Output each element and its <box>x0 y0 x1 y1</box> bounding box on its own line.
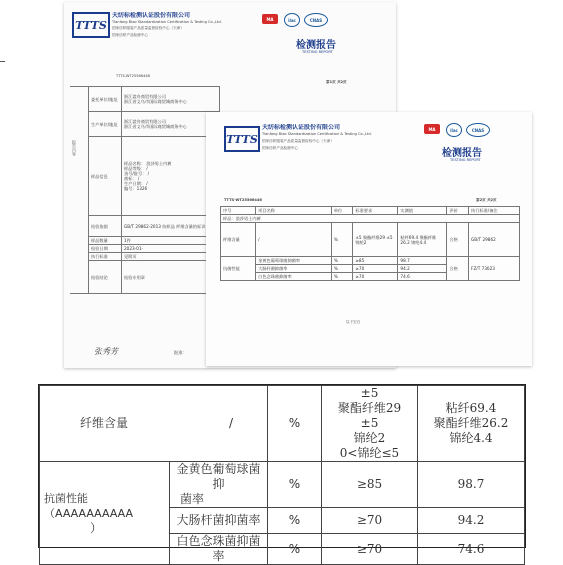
cell: ≥70 <box>353 265 398 273</box>
report-number: TTTS-WT25566446 <box>116 74 150 78</box>
cnas-mark-icon: CNAS <box>466 123 490 137</box>
report-info-table <box>70 86 220 294</box>
qty-value: 1件 <box>122 237 220 245</box>
staph-unit: % <box>268 462 322 508</box>
cell: / <box>256 223 332 257</box>
date-value: 2023-01- <box>122 245 220 253</box>
measured-line: 聚酯纤维26.2 <box>433 416 509 430</box>
cell: 抗菌性能 <box>221 257 256 281</box>
report-number: TTTS-WT25566446 <box>224 198 262 202</box>
page-indicator: 第1页 共2页 <box>326 80 347 84</box>
antibacterial-label <box>40 462 170 565</box>
cell: 纤维含量 <box>221 223 256 257</box>
org-name-cn: 天纺标检测认证股份有限公司 <box>262 124 341 131</box>
sample-brand: 商标： / <box>124 176 140 181</box>
label-conclusion: 检验结论 <box>89 261 122 294</box>
cell: 94.2 <box>398 265 447 273</box>
producer-cell <box>122 112 220 137</box>
cell: % <box>331 257 353 265</box>
standard-value: 见附页 <box>122 253 220 261</box>
antibacterial-label-line: ） <box>90 520 103 535</box>
col-no: 序号 <box>221 207 256 215</box>
measured-line: 锦纶4.4 <box>449 431 493 445</box>
cell: % <box>331 273 353 281</box>
org-name-cn: 天纺标检测认证股份有限公司 <box>112 12 191 19</box>
basis-value: GB/T 29862-2013 纺织品 纤维含量的标识 <box>122 216 220 237</box>
page-indicator: 第2页 共2页 <box>476 198 497 202</box>
cell: 98.7 <box>398 257 447 265</box>
report-title-en: TESTING REPORT <box>302 50 333 54</box>
col-value: 实测值 <box>398 207 447 215</box>
report-title-en: TESTING REPORT <box>450 158 481 162</box>
cell: ±5 聚酯纤维29 ±5 锦纶2 <box>353 223 398 257</box>
sample-name: 样品名称： 浪莎男士内裤 <box>124 161 172 166</box>
staph-item <box>170 462 268 508</box>
fiber-content-label: 纤维含量 <box>80 416 129 430</box>
center-name-2: 国家纺织产品检测中心 <box>262 146 298 150</box>
fiber-requirement <box>322 386 418 462</box>
sample-grade: 样品等级： / <box>124 166 148 171</box>
staph-requirement: ≥85 <box>322 462 418 508</box>
cell: % <box>331 223 353 257</box>
req-line: 锦纶2 <box>353 431 386 445</box>
ecoli-unit: % <box>268 508 322 534</box>
ilac-mark-icon: ilac <box>284 13 300 27</box>
ecoli-item: 大肠杆菌抑菌率 <box>170 508 268 534</box>
cell: ≥85 <box>353 257 398 265</box>
staph-item-line: 菌率 <box>180 492 205 506</box>
label-basis: 检验依据 <box>89 216 122 237</box>
fiber-measured <box>418 386 525 462</box>
candida-unit: % <box>268 534 322 565</box>
ilac-mark-icon: ilac <box>446 123 462 137</box>
fiber-unit: % <box>268 386 322 462</box>
center-name-1: 国家纺织服装产品质量监督检验中心（天津） <box>112 26 184 30</box>
cell: 合格 <box>447 223 469 257</box>
zoomed-table <box>39 385 525 565</box>
staph-measured: 98.7 <box>418 462 525 508</box>
org-name-en: Tianfang Biao Standardization Certification & Testing Co.,Ltd. <box>262 132 372 136</box>
ma-mark-icon: MA <box>262 14 278 24</box>
col-req: 标准要求 <box>353 207 398 215</box>
producer-addr-text: 浙江省义乌市国际商贸城商务中心 <box>124 124 187 129</box>
label-qty: 样品数量 <box>89 237 122 245</box>
staph-item-line: 金黄色葡萄球菌抑 <box>176 462 261 491</box>
candida-item: 白色念珠菌抑菌率 <box>170 534 268 565</box>
ecoli-requirement: ≥70 <box>322 508 418 534</box>
label-standard: 执行标准 <box>89 253 122 261</box>
ecoli-measured: 94.2 <box>418 508 525 534</box>
sample-cell <box>122 137 220 216</box>
candida-measured: 74.6 <box>418 534 525 565</box>
sample-line: 样品：浪莎男士内裤 <box>221 215 520 223</box>
candida-requirement: ≥70 <box>322 534 418 565</box>
entrust-name-text: 浙江裳舟商贸有限公司 <box>124 94 166 99</box>
col-unit: 单位 <box>331 207 353 215</box>
entrust-addr-text: 浙江省义乌市国际商贸城商务中心 <box>124 99 187 104</box>
edge-tick <box>0 61 5 62</box>
ttts-logo-icon: TTTS <box>224 126 260 152</box>
sample-number: 编号：1326 <box>124 186 148 191</box>
blank-note: 以下空白 <box>346 320 361 324</box>
cell: ≥70 <box>353 273 398 281</box>
label-producer: 生产单位/地址 <box>89 112 122 137</box>
cell: 大肠杆菌抑菌率 <box>256 265 332 273</box>
label-sample: 样品信息 <box>89 137 122 216</box>
ma-mark-icon: MA <box>424 124 440 134</box>
cell: 合格 <box>447 257 469 281</box>
fiber-content-slash: / <box>228 416 233 430</box>
fiber-content-cell <box>40 386 268 462</box>
side-note-cell: 报告内容 <box>70 87 89 294</box>
col-item: 项目名称 <box>256 207 332 215</box>
label-entrust: 委托单位/地址 <box>89 87 122 112</box>
label-date: 检验日期 <box>89 245 122 253</box>
entrust-name <box>122 87 220 112</box>
report-title: 检测报告 <box>296 40 336 51</box>
center-name-1: 国家纺织服装产品质量监督检验中心（天津） <box>262 139 334 143</box>
zoomed-result-table <box>38 384 526 563</box>
report-title: 检测报告 <box>442 148 482 159</box>
req-line: ±5 <box>360 416 379 430</box>
result-table-small <box>220 206 520 281</box>
cell: 74.6 <box>398 273 447 281</box>
antibacterial-label-line: 抗菌性能（AAAAAAAAAA <box>44 491 134 520</box>
center-name-2: 国家纺织产品检测中心 <box>112 33 148 37</box>
cell: % <box>331 265 353 273</box>
producer-name-text: 浙江裳舟商贸有限公司 <box>124 119 166 124</box>
col-std: 执行标准/备注 <box>469 207 520 215</box>
cell: 粘纤69.4 聚酯纤维26.2 锦纶4.4 <box>398 223 447 257</box>
col-eval: 评价 <box>447 207 469 215</box>
sample-batch: 货号/批号： / <box>124 171 150 176</box>
sample-date: 生产日期： / <box>124 181 148 186</box>
cnas-mark-icon: CNAS <box>304 13 328 27</box>
measured-line: 粘纤69.4 <box>445 401 497 415</box>
org-name-en: Tianfang Biao Standardization Certification & Testing Co.,Ltd. <box>112 20 222 24</box>
req-line: 聚酯纤维29 <box>337 401 402 415</box>
req-line: 0<锦纶≤5 <box>339 446 400 460</box>
cell: 白色念珠菌抑菌率 <box>256 273 332 281</box>
signature-mark: 张秀芳 <box>94 347 118 356</box>
ttts-logo-icon: TTTS <box>72 12 110 38</box>
cell: FZ/T 73023 <box>469 257 520 281</box>
cell: GB/T 29862 <box>469 223 520 257</box>
stamp-text: 检验专用章 <box>122 261 220 294</box>
report-page-2 <box>206 112 532 366</box>
approver-label: 批准： <box>174 350 187 355</box>
cell: 金黄色葡萄球菌抑菌率 <box>256 257 332 265</box>
req-line: ±5 <box>360 386 379 400</box>
